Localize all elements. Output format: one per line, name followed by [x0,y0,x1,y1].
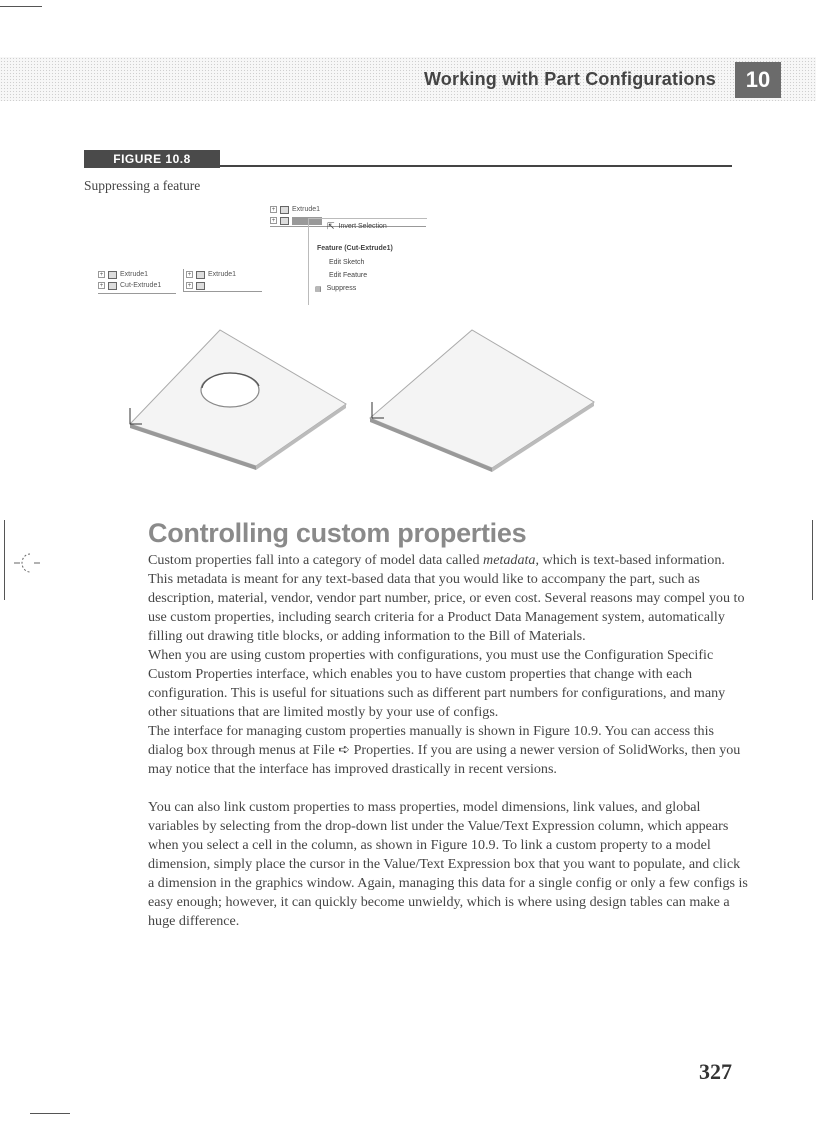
feature-icon [108,282,117,290]
feature-icon [280,206,289,214]
page-number: 327 [699,1059,732,1084]
tree-item-extrude: Extrude1 [208,271,237,278]
menu-item-invert-selection[interactable]: Invert Selection [338,223,387,230]
paragraph-configurations: When you are using custom properties with configurations, you must use the Configuration Specific Custom Properties interface, which enables you to have custom properties that change with each configuration. This is useful for situations such as different part numbers for configurations, and many other situations that are limited mostly by your use of configs. [148,647,726,720]
figure-caption: Suppressing a feature [84,178,201,193]
paragraph-metadata [148,551,748,646]
registration-mark [14,548,40,578]
chapter-number-badge: 10 [735,62,781,98]
paragraph-interface: The interface for managing custom properties manually is shown in Figure 10.9. You can access this dialog box through menus at File ➪ Properties. If you are using a newer version of SolidWorks, then you may notice that the interface has improved drastically in recent versions. [148,723,741,777]
menu-item-edit-feature[interactable]: Edit Feature [329,272,368,279]
figure-label: FIGURE 10.8 [84,150,220,168]
feature-icon [196,271,205,279]
paragraph-text: Custom properties fall into a category of model data called [148,552,484,568]
suppressed-plate-illustration [362,324,602,474]
expand-icon: + [99,283,104,289]
chapter-title: Working with Part Configurations [423,69,716,89]
feature-tree-before [98,269,176,294]
menu-header: Feature (Cut-Extrude1) [317,245,393,252]
crop-mark-top-left [0,6,42,7]
feature-icon [108,271,117,279]
crop-mark-right-bar [812,520,813,600]
tree-item-extrude: Extrude1 [120,271,149,278]
expand-icon: + [187,283,192,289]
context-menu [308,218,427,305]
figure-rule [220,165,732,167]
tree-item-cut-extrude: Cut-Extrude1 [120,282,162,289]
feature-tree-after [183,269,262,292]
cursor-icon: ⇱ [327,221,335,231]
expand-icon: + [271,207,276,213]
crop-mark-left-bar [4,520,5,600]
expand-icon: + [271,218,276,224]
plate-with-hole-illustration [120,320,356,470]
section-heading: Controlling custom properties [148,518,527,548]
menu-item-suppress[interactable]: Suppress [326,285,357,292]
menu-item-edit-sketch[interactable]: Edit Sketch [329,259,365,266]
expand-icon: + [187,272,192,278]
suppressed-feature-icon [196,282,205,290]
expand-icon: + [99,272,104,278]
paragraph-linking: You can also link custom properties to mass properties, model dimensions, link values, and global variables by selecting from the drop-down list under the Value/Text Expression column, which appears when you select a cell in the column, as shown in Figure 10.9. To link a custom property to a model dimension, simply place the cursor in the Value/Text Expression box that you want to populate, and click a dimension in the graphics window. Again, managing this data for a single config or only a few configs is easy enough; however, it can quickly become unwieldy, which is where using design tables can make a huge difference. [148,799,748,929]
emphasis-term: metadata [483,552,536,568]
feature-icon [280,217,289,225]
paragraph-text: , which is text-based information. This metadata is meant for any text-based data that you would like to accompany the part, such as description, material, vendor, vendor part number, price, or even cost. Several reasons may compel you to use custom properties, including search criteria for a Product Data Management system, automatically filling out drawing title blocks, or adding information to the Bill of Materials. [148,552,745,644]
crop-mark-bottom-left [30,1113,70,1114]
tree-item-extrude: Extrude1 [292,206,321,213]
suppress-icon: ▤ [315,286,322,293]
